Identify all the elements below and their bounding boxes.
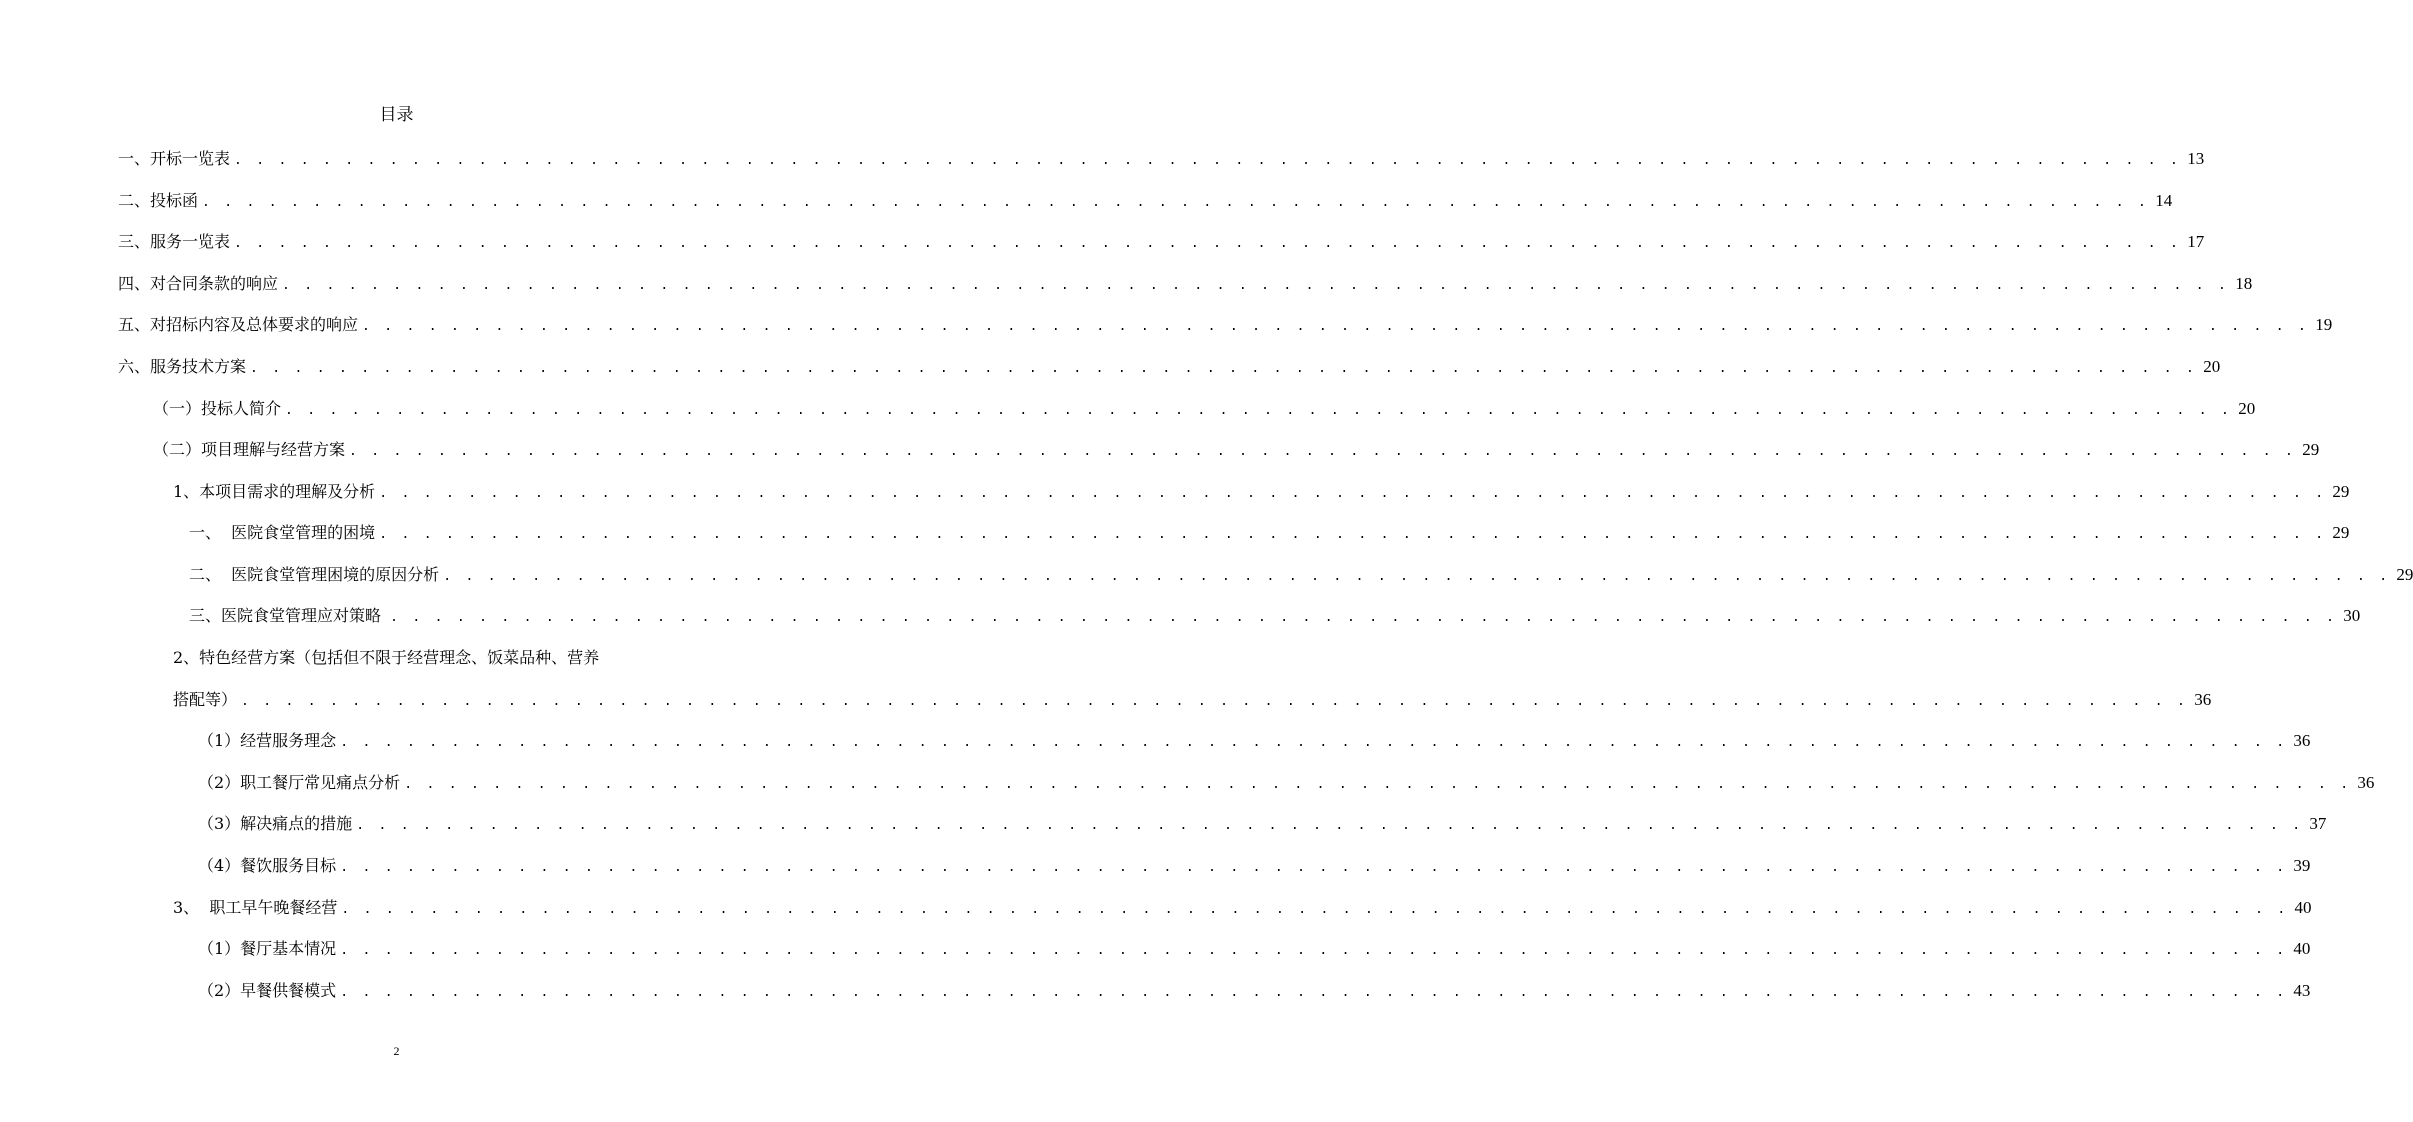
toc-entry-page: 29 [2332,523,2350,542]
toc-entry-label: （二）项目理解与经营方案 [153,440,346,459]
toc-entry-label: （一）投标人简介 [153,399,282,418]
toc-entry-label: （1）餐厅基本情况 [198,939,337,958]
toc-leader-dots: . . . . . . . . . . . . . . . . . . . . . . . . . . . . . . . . . . . . . . . . . . . . . . . . . . . . . . . . . . . . . . . . . . . . . . . . . . . . . . . . . . . . . . . . [379,486,2327,501]
toc-leader-dots: . . . . . . . . . . . . . . . . . . . . . . . . . . . . . . . . . . . . . . . . . . . . . . . . . . . . . . . . . . . . . . . . . . . . . . . . . . . . . . . . . . . . . . . . [443,569,2391,584]
toc-entry-page: 29 [2302,440,2320,459]
toc-entry[interactable] [189,521,2350,545]
toc-entry-label: （3）解决痛点的措施 [198,814,353,833]
toc-leader-dots: . . . . . . . . . . . . . . . . . . . . . . . . . . . . . . . . . . . . . . . . . . . . . . . . . . . . . . . . . . . . . . . . . . . . . . . . . . . . . . . . . . . . . . . . [340,860,2288,875]
toc-entry[interactable] [118,355,2221,379]
toc-entry-page: 43 [2293,981,2311,1000]
toc-entry[interactable] [189,563,2413,587]
toc-entry-label: （2）早餐供餐模式 [198,981,337,1000]
toc-leader-dots: . . . . . . . . . . . . . . . . . . . . . . . . . . . . . . . . . . . . . . . . . . . . . . . . . . . . . . . . . . . . . . . . . . . . . . . . . . . . . . . . . . . . . . . . [362,319,2310,334]
toc-entry-label: 二、投标函 [118,191,199,210]
toc-entry[interactable] [173,896,2312,920]
toc-entry-label: 三、医院食堂管理应对策略 [189,606,387,625]
toc-entry-page: 19 [2315,315,2333,334]
toc-entry-label: 一、 医院食堂管理的困境 [189,523,376,542]
toc-entry-page: 36 [2293,731,2311,750]
toc-leader-dots: . . . . . . . . . . . . . . . . . . . . . . . . . . . . . . . . . . . . . . . . . . . . . . . . . . . . . . . . . . . . . . . . . . . . . . . . . . . . . . . . . . . . . . . . [404,777,2352,792]
toc-entry[interactable] [153,397,2256,421]
toc-entry-label: 搭配等） [173,690,238,709]
toc-entry-page: 29 [2332,482,2350,501]
toc-leader-dots: . . . . . . . . . . . . . . . . . . . . . . . . . . . . . . . . . . . . . . . . . . . . . . . . . . . . . . . . . . . . . . . . . . . . . . . . . . . . . . . . . . . . . . . . [349,444,2297,459]
toc-entry-label: 3、 职工早午晚餐经营 [173,898,338,917]
toc-entry[interactable] [173,688,2212,712]
toc-entry[interactable] [198,854,2311,878]
toc-entry-page: 29 [2396,565,2413,584]
toc-entry[interactable] [118,272,2253,296]
toc-leader-dots: . . . . . . . . . . . . . . . . . . . . . . . . . . . . . . . . . . . . . . . . . . . . . . . . . . . . . . . . . . . . . . . . . . . . . . . . . . . . . . . . . . . . . . . . [285,403,2233,418]
toc-entry[interactable] [118,147,2205,171]
toc-leader-dots: . . . . . . . . . . . . . . . . . . . . . . . . . . . . . . . . . . . . . . . . . . . . . . . . . . . . . . . . . . . . . . . . . . . . . . . . . . . . . . . . . . . . . . . . [390,610,2338,625]
toc-entry-page: 40 [2293,939,2311,958]
toc-entry-label: 四、对合同条款的响应 [118,274,279,293]
toc-entry-page: 17 [2187,232,2205,251]
toc-entry-label: （4）餐饮服务目标 [198,856,337,875]
toc-entry-page: 36 [2357,773,2375,792]
toc-entry[interactable] [198,979,2311,1003]
toc-leader-dots: . . . . . . . . . . . . . . . . . . . . . . . . . . . . . . . . . . . . . . . . . . . . . . . . . . . . . . . . . . . . . . . . . . . . . . . . . . . . . . . . . . . . . . . . [356,818,2304,833]
toc-entry-label: （2）职工餐厅常见痛点分析 [198,773,401,792]
toc-leader-dots: . . . . . . . . . . . . . . . . . . . . . . . . . . . . . . . . . . . . . . . . . . . . . . . . . . . . . . . . . . . . . . . . . . . . . . . . . . . . . . . . . . . . . . . . [340,985,2288,1000]
toc-leader-dots: . . . . . . . . . . . . . . . . . . . . . . . . . . . . . . . . . . . . . . . . . . . . . . . . . . . . . . . . . . . . . . . . . . . . . . . . . . . . . . . . . . . . . . . . [202,195,2150,210]
toc-entry[interactable] [198,937,2311,961]
toc-leader-dots: . . . . . . . . . . . . . . . . . . . . . . . . . . . . . . . . . . . . . . . . . . . . . . . . . . . . . . . . . . . . . . . . . . . . . . . . . . . . . . . . . . . . . . . . [234,236,2182,251]
toc-entry-page: 30 [2343,606,2361,625]
toc-entry[interactable] [118,230,2205,254]
toc-entry[interactable] [153,438,2320,462]
toc-entry[interactable] [198,729,2311,753]
toc-leader-dots: . . . . . . . . . . . . . . . . . . . . . . . . . . . . . . . . . . . . . . . . . . . . . . . . . . . . . . . . . . . . . . . . . . . . . . . . . . . . . . . . . . . . . . . . [340,735,2288,750]
toc-leader-dots: . . . . . . . . . . . . . . . . . . . . . . . . . . . . . . . . . . . . . . . . . . . . . . . . . . . . . . . . . . . . . . . . . . . . . . . . . . . . . . . . . . . . . . . . [241,694,2189,709]
toc-entry-label: 五、对招标内容及总体要求的响应 [118,315,359,334]
toc-entry-page: 39 [2293,856,2311,875]
toc-entry-page: 18 [2235,274,2253,293]
toc-leader-dots: . . . . . . . . . . . . . . . . . . . . . . . . . . . . . . . . . . . . . . . . . . . . . . . . . . . . . . . . . . . . . . . . . . . . . . . . . . . . . . . . . . . . . . . . [282,278,2230,293]
toc-entry-page: 14 [2155,191,2173,210]
toc-entry[interactable] [173,480,2350,504]
toc-entry-label: 1、本项目需求的理解及分析 [173,482,376,501]
toc-entry-page: 37 [2309,814,2327,833]
toc-entry[interactable] [189,604,2361,628]
toc-entry-label: （1）经营服务理念 [198,731,337,750]
toc-entry[interactable] [118,189,2173,213]
toc-entry-page: 13 [2187,149,2205,168]
toc-leader-dots: . . . . . . . . . . . . . . . . . . . . . . . . . . . . . . . . . . . . . . . . . . . . . . . . . . . . . . . . . . . . . . . . . . . . . . . . . . . . . . . . . . . . . . . . [340,943,2288,958]
toc-title: 目录 [379,105,414,125]
toc-entry[interactable] [198,812,2327,836]
toc-entry-first-line[interactable] [173,646,674,670]
toc-leader-dots: . . . . . . . . . . . . . . . . . . . . . . . . . . . . . . . . . . . . . . . . . . . . . . . . . . . . . . . . . . . . . . . . . . . . . . . . . . . . . . . . . . . . . . . . [379,527,2327,542]
toc-entry-page: 20 [2203,357,2221,376]
toc-entry-label: 六、服务技术方案 [118,357,247,376]
toc-entry-page: 20 [2238,399,2256,418]
toc-leader-dots: . . . . . . . . . . . . . . . . . . . . . . . . . . . . . . . . . . . . . . . . . . . . . . . . . . . . . . . . . . . . . . . . . . . . . . . . . . . . . . . . . . . . . . . . [341,902,2289,917]
toc-leader-dots: . . . . . . . . . . . . . . . . . . . . . . . . . . . . . . . . . . . . . . . . . . . . . . . . . . . . . . . . . . . . . . . . . . . . . . . . . . . . . . . . . . . . . . . . [234,153,2182,168]
toc-entry-label: 一、开标一览表 [118,149,231,168]
toc-leader-dots: . . . . . . . . . . . . . . . . . . . . . . . . . . . . . . . . . . . . . . . . . . . . . . . . . . . . . . . . . . . . . . . . . . . . . . . . . . . . . . . . . . . . . . . . [250,361,2198,376]
toc-entry[interactable] [198,771,2375,795]
toc-entry-page: 36 [2194,690,2212,709]
toc-entry[interactable] [118,313,2333,337]
footer-page-number: 2 [393,1044,400,1058]
toc-entry-label: 2、特色经营方案（包括但不限于经营理念、饭菜品种、营养 [173,648,600,667]
toc-entry-label: 二、 医院食堂管理困境的原因分析 [189,565,440,584]
toc-entry-page: 40 [2294,898,2312,917]
toc-entry-label: 三、服务一览表 [118,232,231,251]
